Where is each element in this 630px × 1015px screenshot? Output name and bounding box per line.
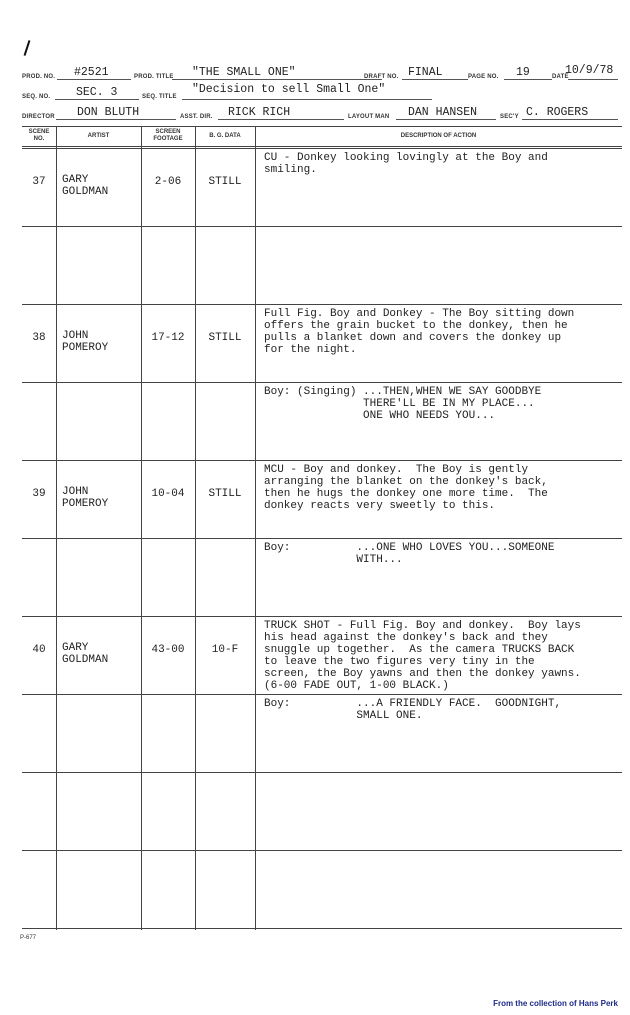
director-value: DON BLUTH bbox=[77, 106, 140, 119]
artist-name: GARY GOLDMAN bbox=[62, 642, 109, 666]
storyboard-table bbox=[22, 126, 622, 930]
bg-data: STILL bbox=[208, 176, 242, 188]
col-divider bbox=[255, 126, 256, 930]
bg-data: 10-F bbox=[211, 644, 239, 656]
description-of-action: TRUCK SHOT - Full Fig. Boy and donkey. Boy lays his head against the donkey's back and they snuggle up together. As the camera TRUCKS BACK to leave the two figures very tiny in the screen, the Boy yawns and then the donkey yawns. (6-00 FADE OUT, 1-00 BLACK.) bbox=[264, 620, 581, 692]
col-header-artist bbox=[56, 126, 141, 146]
row-divider bbox=[22, 226, 622, 227]
row-divider bbox=[22, 850, 622, 851]
row-divider bbox=[22, 928, 622, 929]
scene-number: 39 bbox=[32, 488, 46, 500]
artist-name: GARY GOLDMAN bbox=[62, 174, 109, 198]
col-header-bg-data-text: B. G. DATA bbox=[209, 132, 241, 139]
prod-title-value: "THE SMALL ONE" bbox=[192, 66, 296, 79]
prod-no-label: PROD. NO. bbox=[22, 74, 56, 80]
screen-footage: 43-00 bbox=[151, 644, 185, 656]
screen-footage: 10-04 bbox=[151, 488, 185, 500]
bg-data: STILL bbox=[208, 488, 242, 500]
description-of-action: CU - Donkey looking lovingly at the Boy and smiling. bbox=[264, 152, 548, 176]
row-divider bbox=[22, 382, 622, 383]
header-bottom-border bbox=[22, 146, 622, 147]
scene-number: 37 bbox=[32, 176, 46, 188]
asst-dir-value: RICK RICH bbox=[228, 106, 291, 119]
row-divider bbox=[22, 694, 622, 695]
col-header-description-text: DESCRIPTION OF ACTION bbox=[400, 132, 477, 139]
row-divider bbox=[22, 304, 622, 305]
screen-footage: 2-06 bbox=[154, 176, 182, 188]
header-row-3 bbox=[22, 102, 618, 122]
col-header-scene-no bbox=[22, 126, 56, 146]
secy-value: C. ROGERS bbox=[526, 106, 589, 119]
col-divider bbox=[56, 126, 57, 930]
form-code: P-677 bbox=[20, 935, 37, 941]
bg-data: STILL bbox=[208, 332, 242, 344]
description-of-action: Full Fig. Boy and Donkey - The Boy sitting down offers the grain bucket to the donkey, then he pulls a blanket down and covers the donkey up for the night. bbox=[264, 308, 575, 356]
date-label: DATE bbox=[552, 74, 569, 80]
layout-man-value: DAN HANSEN bbox=[408, 106, 478, 119]
header-row-1 bbox=[22, 62, 618, 82]
row-divider bbox=[22, 538, 622, 539]
collection-credit: From the collection of Hans Perk bbox=[493, 999, 618, 1008]
seq-title-value: "Decision to sell Small One" bbox=[192, 83, 386, 96]
row-divider bbox=[22, 460, 622, 461]
artist-name: JOHN POMEROY bbox=[62, 330, 109, 354]
scene-number: 40 bbox=[32, 644, 46, 656]
prod-title-label: PROD. TITLE bbox=[134, 74, 174, 80]
header-row-2 bbox=[22, 82, 618, 102]
col-header-artist-text: ARTIST bbox=[87, 132, 110, 139]
col-header-screen-footage-text: SCREEN FOOTAGE bbox=[153, 129, 183, 142]
header-bottom-border-2 bbox=[22, 148, 622, 149]
pencil-check-mark bbox=[24, 40, 31, 56]
draft-no-value: FINAL bbox=[408, 66, 443, 79]
director-label: DIRECTOR bbox=[22, 114, 55, 120]
page-no-value: 19 bbox=[516, 66, 530, 79]
scene-number: 38 bbox=[32, 332, 46, 344]
asst-dir-label: ASST. DIR. bbox=[180, 114, 213, 120]
draft-no-label: DRAFT NO. bbox=[364, 74, 399, 80]
row-divider bbox=[22, 772, 622, 773]
col-header-scene-no-text: SCENE NO. bbox=[28, 129, 50, 142]
description-of-action: MCU - Boy and donkey. The Boy is gently arranging the blanket on the donkey's back, then he hugs the donkey one more time. The donkey reacts very sweetly to this. bbox=[264, 464, 548, 512]
artist-name: JOHN POMEROY bbox=[62, 486, 109, 510]
col-header-screen-footage bbox=[141, 126, 195, 146]
col-divider bbox=[141, 126, 142, 930]
seq-no-label: SEQ. NO. bbox=[22, 94, 51, 100]
seq-no-value: SEC. 3 bbox=[76, 86, 118, 99]
prod-no-value: #2521 bbox=[74, 66, 109, 79]
col-header-bg-data bbox=[195, 126, 255, 146]
layout-man-label: LAYOUT MAN bbox=[348, 114, 390, 120]
date-value: 10/9/78 bbox=[565, 64, 614, 77]
description-of-action: Boy: ...ONE WHO LOVES YOU...SOMEONE WITH... bbox=[264, 542, 555, 566]
col-header-description bbox=[255, 126, 622, 146]
description-of-action: Boy: ...A FRIENDLY FACE. GOODNIGHT, SMALL ONE. bbox=[264, 698, 562, 722]
page-no-label: PAGE NO. bbox=[468, 74, 499, 80]
col-divider bbox=[195, 126, 196, 930]
seq-title-label: SEQ. TITLE bbox=[142, 94, 177, 100]
secy-label: SEC'Y bbox=[500, 114, 519, 120]
row-divider bbox=[22, 616, 622, 617]
screen-footage: 17-12 bbox=[151, 332, 185, 344]
description-of-action: Boy: (Singing) ...THEN,WHEN WE SAY GOODBYE THERE'LL BE IN MY PLACE... ONE WHO NEEDS YOU... bbox=[264, 386, 542, 422]
